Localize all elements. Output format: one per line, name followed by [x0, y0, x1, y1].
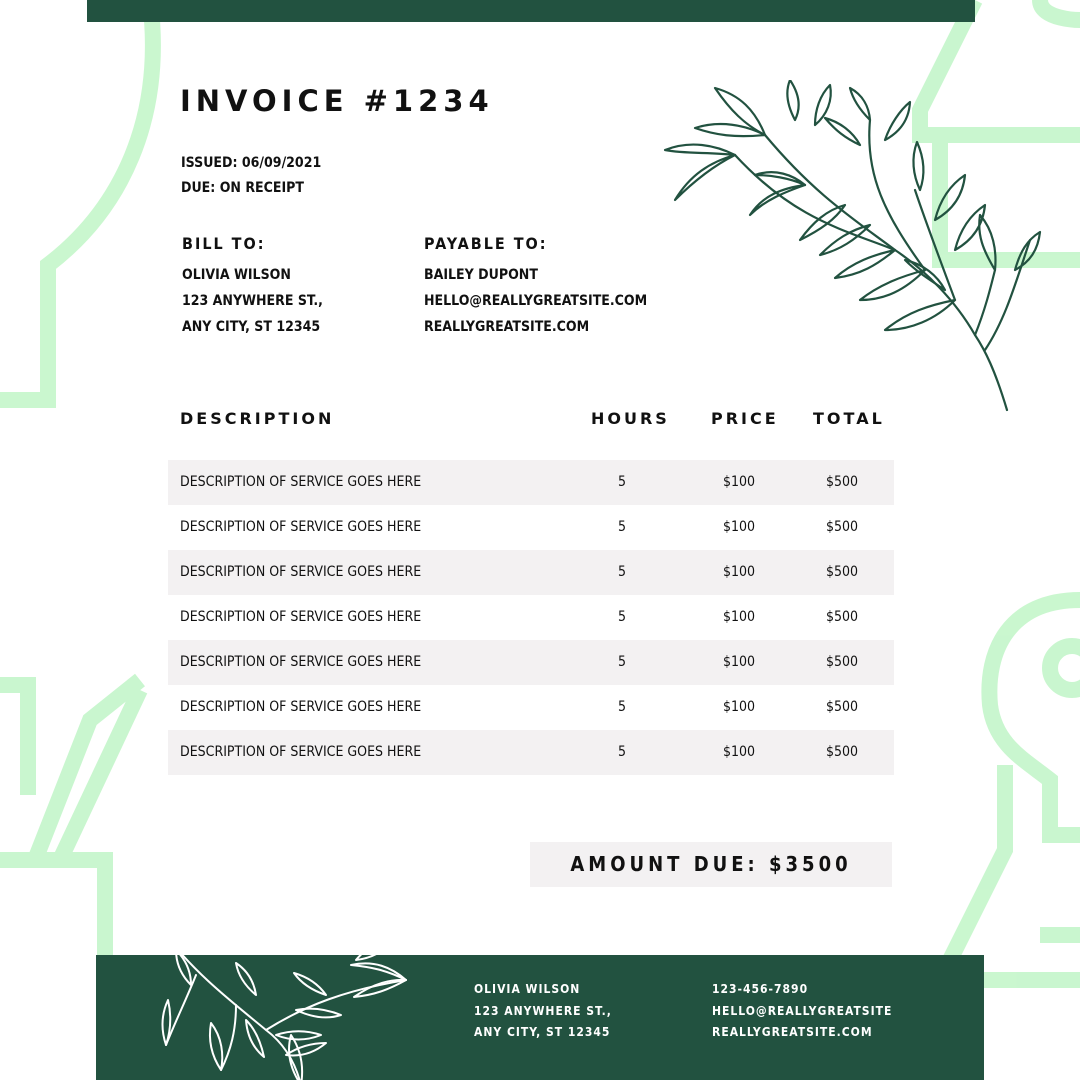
row-total: $500: [825, 609, 859, 625]
row-description: DESCRIPTION OF SERVICE GOES HERE: [180, 474, 422, 490]
table-row: [168, 550, 894, 595]
footer-contact-address: [474, 979, 612, 1044]
footer-address1: 123 ANYWHERE ST.,: [474, 1003, 612, 1018]
row-price: $100: [722, 564, 756, 580]
bill-to-address2: ANY CITY, ST 12345: [182, 319, 321, 335]
footer-contact-details: [712, 979, 892, 1044]
column-header-price: PRICE: [711, 409, 779, 428]
row-total: $500: [825, 474, 859, 490]
row-price: $100: [722, 699, 756, 715]
bill-to-address1: 123 ANYWHERE ST.,: [182, 293, 323, 309]
footer-phone: 123-456-7890: [712, 982, 809, 996]
table-row: [168, 730, 894, 775]
footer-bar: [96, 955, 984, 1080]
table-row: [168, 640, 894, 685]
table-row: [168, 595, 894, 640]
column-header-total: TOTAL: [813, 409, 885, 428]
payable-to-website: REALLYGREATSITE.COM: [424, 319, 590, 335]
row-hours: 5: [617, 474, 626, 490]
payable-to-name: BAILEY DUPONT: [424, 267, 538, 283]
leaf-branch-icon: [136, 955, 436, 1080]
row-hours: 5: [617, 654, 626, 670]
row-price: $100: [722, 519, 756, 535]
top-accent-bar: [87, 0, 975, 22]
row-hours: 5: [617, 744, 626, 760]
row-description: DESCRIPTION OF SERVICE GOES HERE: [180, 744, 422, 760]
column-header-hours: HOURS: [591, 409, 670, 428]
footer-website: REALLYGREATSITE.COM: [712, 1025, 873, 1039]
row-description: DESCRIPTION OF SERVICE GOES HERE: [180, 609, 422, 625]
row-total: $500: [825, 654, 859, 670]
leaf-branch-icon: [655, 80, 1045, 420]
row-price: $100: [722, 474, 756, 490]
row-price: $100: [722, 744, 756, 760]
bill-to-block: [182, 234, 323, 340]
row-hours: 5: [617, 564, 626, 580]
issued-date: ISSUED: 06/09/2021: [181, 155, 322, 171]
row-total: $500: [825, 699, 859, 715]
row-description: DESCRIPTION OF SERVICE GOES HERE: [180, 564, 422, 580]
row-price: $100: [722, 609, 756, 625]
row-total: $500: [825, 564, 859, 580]
invoice-dates: [181, 151, 321, 201]
row-hours: 5: [617, 609, 626, 625]
column-header-description: DESCRIPTION: [180, 409, 335, 428]
table-row: [168, 460, 894, 505]
footer-email: HELLO@REALLYGREATSITE: [712, 1003, 893, 1018]
row-hours: 5: [617, 699, 626, 715]
invoice-title: INVOICE #1234: [180, 84, 494, 118]
bill-to-heading: BILL TO:: [182, 234, 266, 253]
bill-to-name: OLIVIA WILSON: [182, 267, 291, 283]
row-description: DESCRIPTION OF SERVICE GOES HERE: [180, 699, 422, 715]
row-price: $100: [722, 654, 756, 670]
amount-due: AMOUNT DUE: $3500: [530, 842, 892, 887]
table-row: [168, 505, 894, 550]
payable-to-heading: PAYABLE TO:: [424, 234, 548, 253]
row-description: DESCRIPTION OF SERVICE GOES HERE: [180, 654, 422, 670]
row-total: $500: [825, 744, 859, 760]
payable-to-block: [424, 234, 647, 340]
row-description: DESCRIPTION OF SERVICE GOES HERE: [180, 519, 422, 535]
table-row: [168, 685, 894, 730]
footer-name: OLIVIA WILSON: [474, 982, 581, 996]
line-items-table: [168, 460, 894, 775]
row-total: $500: [825, 519, 859, 535]
payable-to-email: HELLO@REALLYGREATSITE.COM: [424, 293, 648, 309]
footer-address2: ANY CITY, ST 12345: [474, 1025, 611, 1039]
due-date: DUE: ON RECEIPT: [181, 180, 304, 196]
row-hours: 5: [617, 519, 626, 535]
